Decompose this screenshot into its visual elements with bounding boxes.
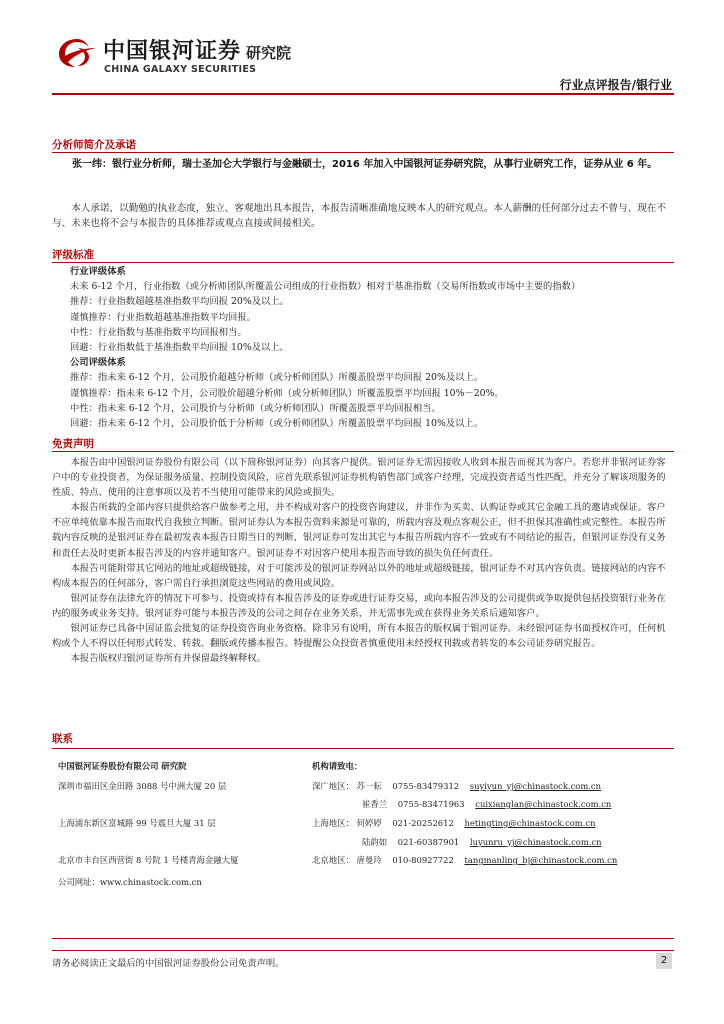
industry-rating-line: 推荐：行业指数超越基准指数平均回报 20%及以上。 (70, 296, 289, 308)
sales-contact-row (362, 798, 611, 810)
industry-rating-line: 未来 6-12 个月，行业指数（或分析师团队所覆盖公司组成的行业指数）相对于基准指数（交易所指数或市场中主要的指数） (70, 281, 581, 293)
sales-heading: 机构请致电： (312, 761, 363, 771)
footer-divider (52, 950, 674, 951)
galaxy-logo-icon (56, 36, 98, 70)
analyst-section-title: 分析师简介及承诺 (52, 139, 136, 151)
industry-rating-line: 中性：行业指数与基准指数平均回报相当。 (70, 326, 247, 338)
disclaimer-section-title: 免责声明 (52, 438, 94, 450)
contact-address: 北京市丰台区西营街 8 号院 1 号楼青海金融大厦 (58, 855, 239, 865)
sales-name: 唐曼玲 (356, 855, 382, 865)
disclaimer-paragraph: 银河证券在法律允许的情况下可参与、投资或持有本报告涉及的证券或进行证券交易，或向本报告涉及的公司提供或争取提供包括投资银行业务在内的服务或业务支持。银河证券可能与本报告涉及的公司之间存在业务关系，并无需事先或在获得业务关系后通知客户。 (52, 592, 666, 619)
sales-email-link[interactable]: luyunru_yj@chinastock.com.cn (469, 837, 602, 847)
sales-region: 深广地区： (312, 781, 354, 791)
disclaimer-paragraph: 本报告所载的全部内容只提供给客户做参考之用，并不构成对客户的投资咨询建议，并非作为买卖、认购证券或其它金融工具的邀请或保证。客户不应单纯依靠本报告而取代自我独立判断。银河证券认为本报告资料来源是可靠的，所载内容及观点客观公正，但不担保其准确性或完整性。本报告所载内容反映的是银河证券在最初发表本报告日期当日的判断，银河证券可发出其它与本报告所载内容不一致或有不同结论的报告，但银河证券没有义务和责任去及时更新本报告涉及的内容并通知客户。银河证券不对因客户使用本报告而导致的损失负任何责任。 (52, 502, 666, 559)
contact-section-title: 联系 (52, 733, 73, 745)
header-divider (52, 93, 674, 95)
sales-phone: 0755-83471963 (397, 799, 465, 809)
brand-department: 研究院 (246, 44, 292, 62)
sales-phone: 010-80927722 (392, 855, 454, 865)
company-rating-line: 中性：指未来 6-12 个月，公司股价与分析师（或分析师团队）所覆盖股票平均回报相当。 (70, 402, 441, 414)
analyst-pledge: 本人承诺，以勤勉的执业态度，独立、客观地出具本报告，本报告清晰准确地反映本人的研究观点。本人薪酬的任何部分过去不曾与、现在不与、未来也将不会与本报告的具体推荐或观点直接或间接相关。 (52, 203, 666, 229)
contact-website: 公司网址：www.chinastock.com.cn (58, 877, 202, 887)
sales-region: 北京地区： (312, 855, 354, 865)
company-rating-line: 推荐：指未来 6-12 个月，公司股价超越分析师（或分析师团队）所覆盖股票平均回报 20%及以上。 (70, 372, 483, 384)
disclaimer-section-divider (52, 451, 674, 452)
sales-contact-row (312, 780, 601, 792)
company-rating-line: 谨慎推荐：指未来 6-12 个月，公司股价超越分析师（或分析师团队）所覆盖股票平均回报 10%－20%。 (70, 387, 504, 399)
contact-section-divider (52, 748, 674, 749)
footer-note: 请务必阅读正文最后的中国银河证券股份公司免责声明。 (52, 958, 285, 969)
industry-rating-line: 回避：行业指数低于基准指数平均回报 10%及以上。 (70, 342, 289, 354)
contact-company: 中国银河证券股份有限公司 研究院 (58, 761, 187, 771)
sales-phone: 021-20252612 (392, 818, 454, 828)
brand-name-en: CHINA GALAXY SECURITIES (104, 64, 257, 75)
company-rating-line: 回避：指未来 6-12 个月，公司股价低于分析师（或分析师团队）所覆盖股票平均回报 10%及以上。 (70, 418, 483, 430)
rating-section-divider (52, 262, 674, 263)
sales-phone: 021-60387901 (397, 837, 460, 847)
company-rating-heading: 公司评级体系 (70, 357, 126, 369)
sales-email-link[interactable]: tangmanling_bj@chinastock.com.cn (464, 855, 618, 865)
industry-rating-heading: 行业评级体系 (70, 266, 126, 277)
contact-box (52, 752, 674, 939)
analyst-bio: 张一纬：银行业分析师，瑞士圣加仑大学银行与金融硕士，2016 年加入中国银河证券研究院，从事行业研究工作，证券从业 6 年。 (72, 159, 658, 170)
sales-contact-row (312, 817, 596, 829)
sales-name: 苏一耘 (356, 781, 382, 791)
contact-address: 深圳市福田区金田路 3088 号中洲大厦 20 层 (58, 781, 227, 791)
sales-email-link[interactable]: hetingting@chinastock.com.cn (464, 818, 596, 828)
page-number: 2 (656, 953, 672, 969)
rating-section-title: 评级标准 (52, 249, 94, 261)
industry-rating-block (70, 264, 674, 431)
brand-name-cn: 中国银河证券 (103, 39, 242, 64)
industry-rating-line: 谨慎推荐：行业指数超越基准指数平均回报。 (70, 311, 256, 323)
sales-name: 陆韵如 (362, 837, 388, 847)
disclaimer-body (52, 455, 674, 666)
sales-region: 上海地区： (312, 818, 354, 828)
sales-email-link[interactable]: suyiyun_yj@chinastock.com.cn (469, 781, 602, 791)
sales-contact-row (312, 854, 617, 866)
sales-contact-row (362, 836, 602, 848)
sales-email-link[interactable]: cuixianglan@chinastock.com.cn (475, 799, 612, 809)
sales-name: 何婷婷 (356, 818, 382, 828)
sales-phone: 0755-83479312 (392, 781, 460, 791)
disclaimer-paragraph: 本报告版权归银河证券所有并保留最终解释权。 (70, 653, 266, 665)
contact-address: 上海浦东新区富城路 99 号震旦大厦 31 层 (58, 818, 216, 828)
disclaimer-paragraph: 本报告可能附带其它网站的地址或超级链接，对于可能涉及的银河证券网站以外的地址或超级链接，银河证券不对其内容负责。链接网站的内容不构成本报告的任何部分，客户需自行承担浏览这些网站的费用或风险。 (52, 562, 666, 589)
disclaimer-paragraph: 本报告由中国银河证券股份有限公司（以下简称银河证券）向其客户提供。银河证券无需因接收人收到本报告而视其为客户。若您并非银河证券客户中的专业投资者，为保证服务质量、控制投资风险，应首先联系银河证券机构销售部门或客户经理，完成投资者适当性匹配，并充分了解该项服务的性质、特点、使用的注意事项以及若不当使用可能带来的风险或损失。 (52, 457, 666, 499)
document-type: 行业点评报告/银行业 (559, 78, 672, 92)
disclaimer-paragraph: 银河证券已具备中国证监会批复的证券投资咨询业务资格。除非另有说明，所有本报告的版权属于银河证券。未经银河证券书面授权许可，任何机构或个人不得以任何形式转发、转载、翻版或传播本报告。特提醒公众投资者慎重使用未经授权刊载或者转发的本公司证券研究报告。 (52, 623, 666, 650)
sales-name: 崔香兰 (362, 799, 388, 809)
analyst-section-divider (52, 152, 674, 153)
